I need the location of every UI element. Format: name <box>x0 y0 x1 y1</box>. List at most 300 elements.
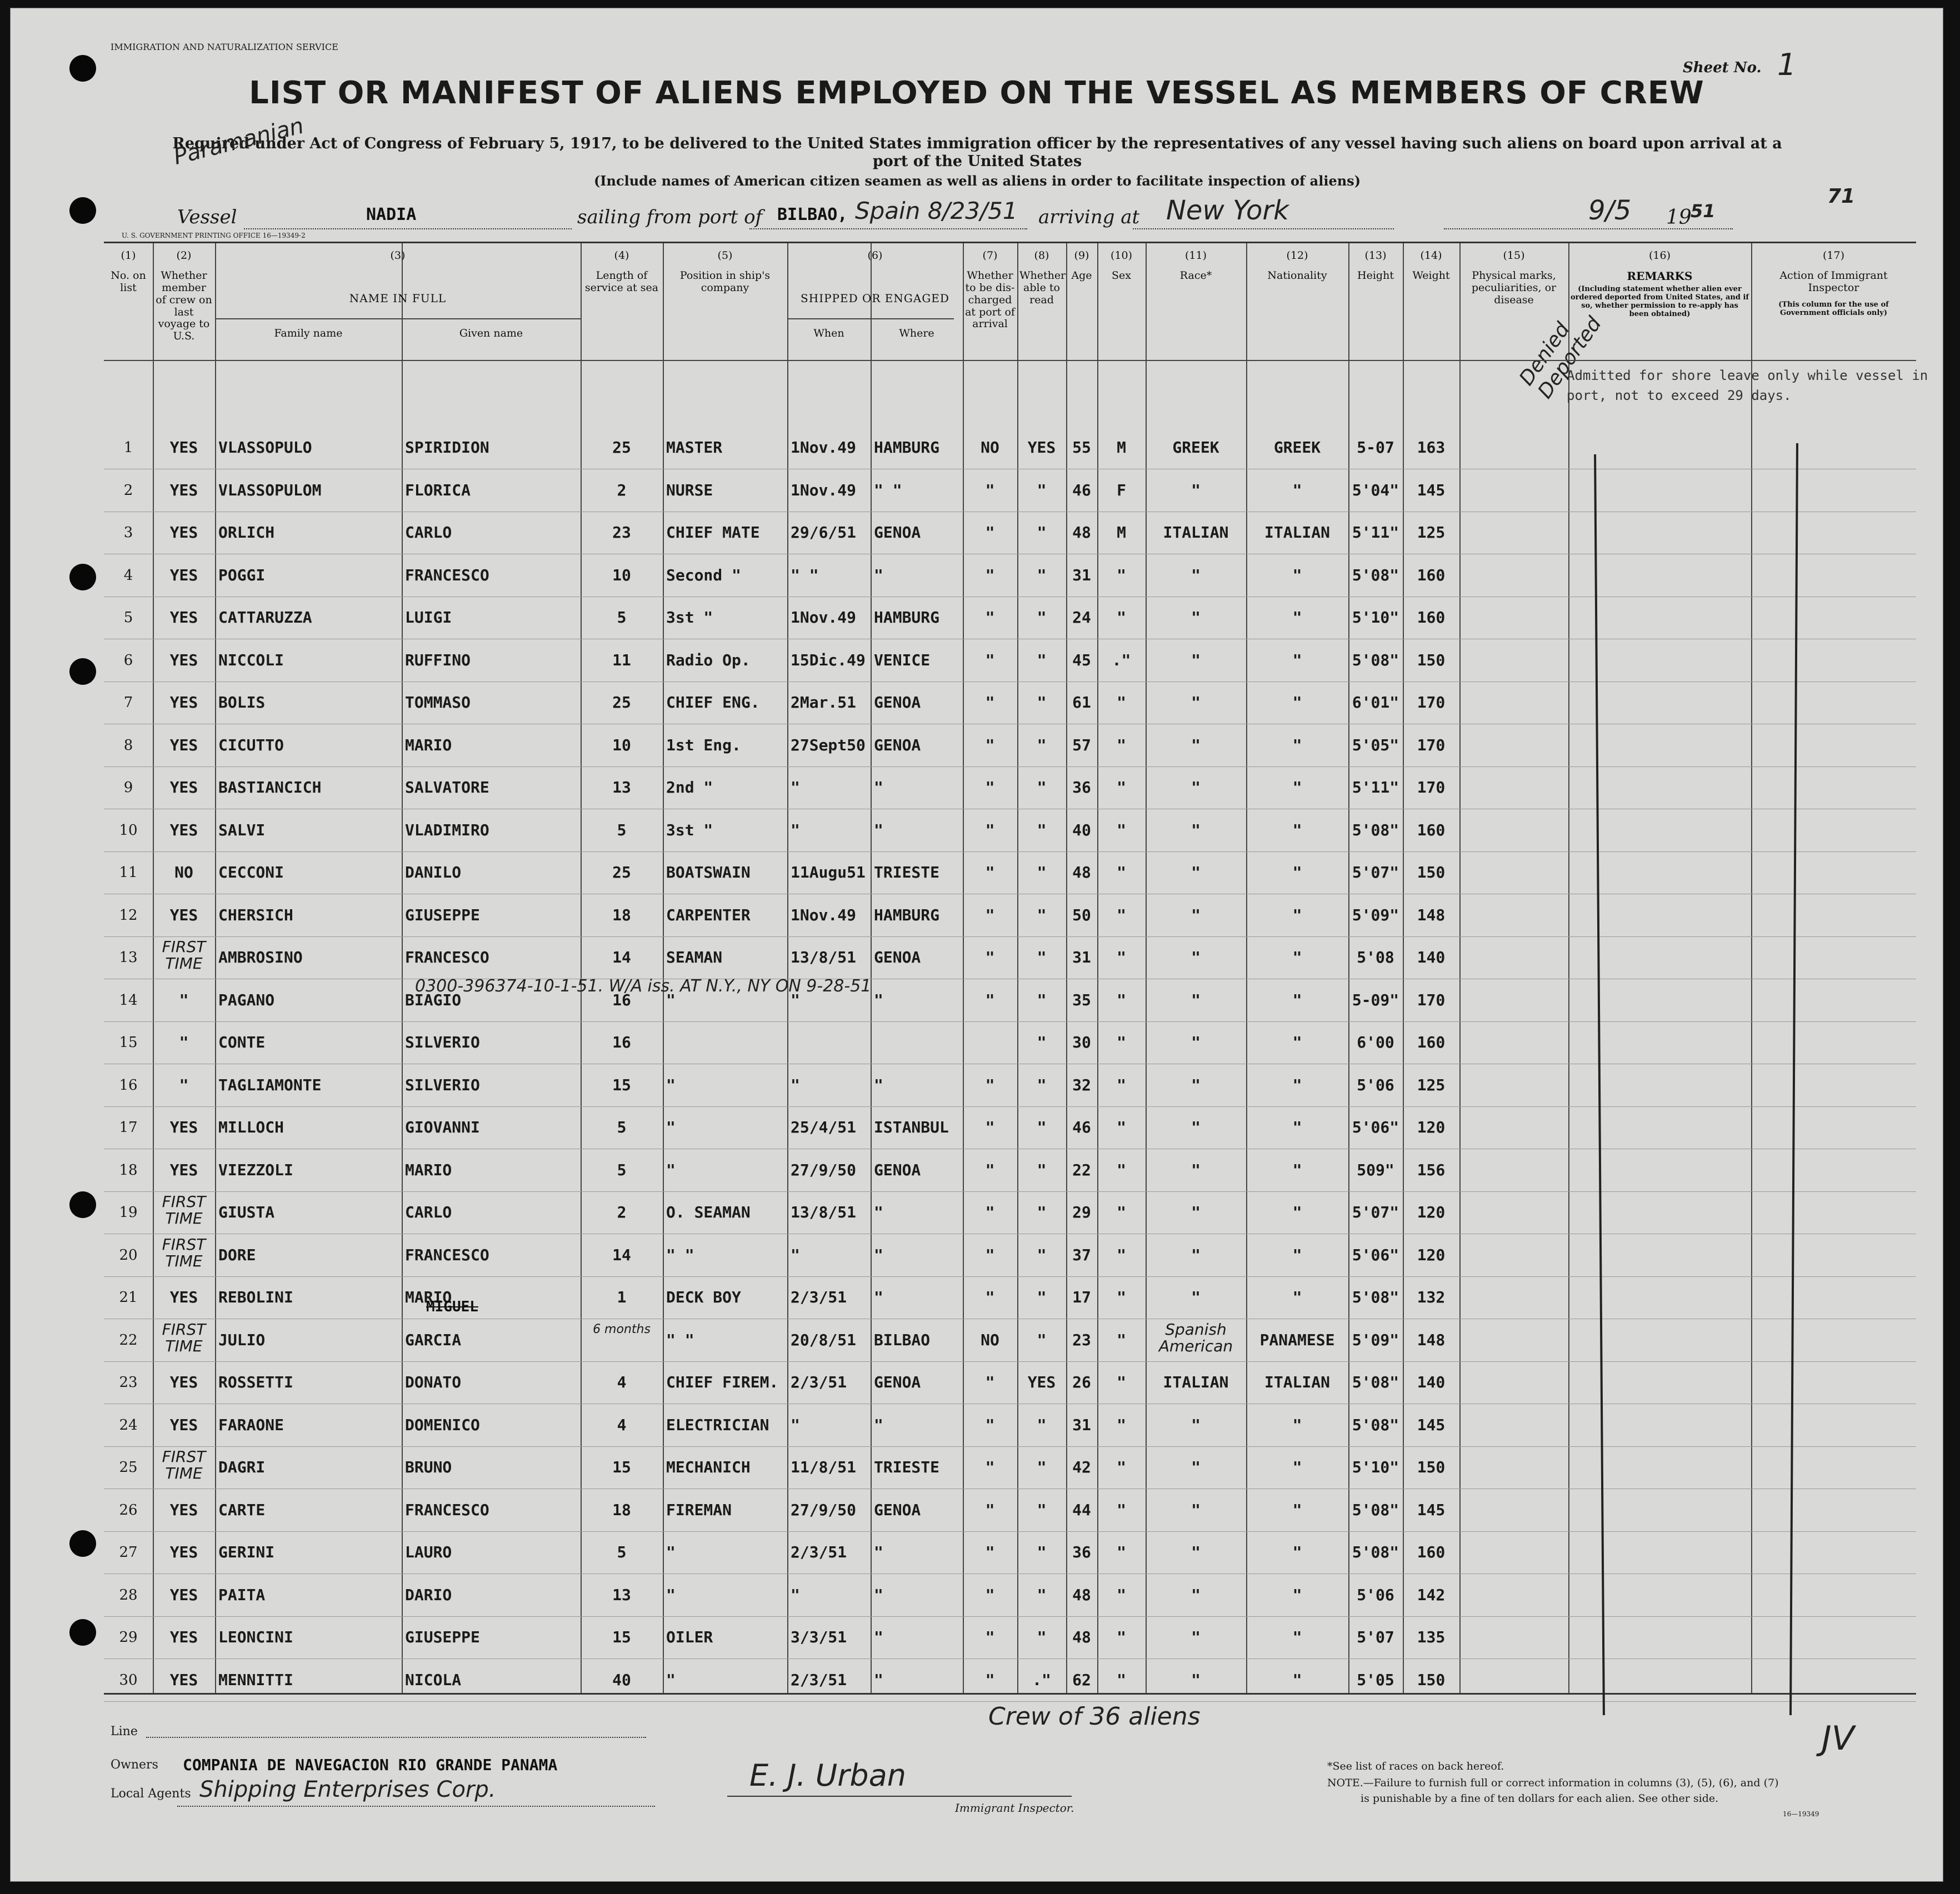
header-divider <box>215 318 581 319</box>
cell-read: " <box>1037 1500 1047 1519</box>
cell-weight: 148 <box>1417 905 1446 924</box>
column-number: (11) <box>1184 249 1207 262</box>
crew-table <box>104 242 1928 1695</box>
cell-nationality: " <box>1292 1543 1302 1561</box>
cell-prev: YES <box>169 905 198 924</box>
cell-height: 5'08" <box>1352 1288 1399 1306</box>
cell-when: 1Nov.49 <box>791 438 857 457</box>
column-note: (Including statement whether alien ever ordered deported from United States, and if so, whether permission to re-apply has been obtained) <box>1571 285 1749 318</box>
cell-race: ITALIAN <box>1163 523 1229 542</box>
cell-when: 13/8/51 <box>791 948 857 966</box>
cell-no: 26 <box>119 1501 138 1519</box>
cell-weight: 145 <box>1417 1500 1446 1519</box>
cell-service: 14 <box>612 1245 631 1264</box>
cell-no: 8 <box>123 736 133 754</box>
binder-hole <box>69 1191 96 1218</box>
cell-when: 1Nov.49 <box>791 480 857 499</box>
form-number: 16—19349 <box>1783 1810 1819 1818</box>
cell-position: " <box>666 1160 676 1179</box>
cell-race: " <box>1191 1118 1201 1136</box>
cell-discharged: " <box>985 1458 995 1476</box>
crew-row <box>104 766 1916 809</box>
cell-nationality: " <box>1292 1033 1302 1051</box>
cell-nationality: " <box>1292 1288 1302 1306</box>
cell-age: 61 <box>1072 693 1091 711</box>
cell-sex: " <box>1117 608 1126 627</box>
column-number: (8) <box>1034 249 1049 262</box>
cell-when: " <box>791 990 800 1009</box>
cell-discharged: " <box>985 1585 995 1604</box>
cell-given: DARIO <box>405 1585 452 1604</box>
cell-position: NURSE <box>666 480 713 499</box>
cell-discharged: " <box>985 948 995 966</box>
cell-prev: NO <box>174 863 193 881</box>
cell-height: 5'08" <box>1352 650 1399 669</box>
crew-row <box>104 1106 1916 1149</box>
column-number: (2) <box>176 249 192 262</box>
cell-given: DOMENICO <box>405 1415 480 1434</box>
cell-discharged: " <box>985 1415 995 1434</box>
cell-race: " <box>1191 480 1201 499</box>
cell-family: ORLICH <box>218 523 275 542</box>
cell-weight: 170 <box>1417 990 1446 1009</box>
cell-where: " " <box>874 480 902 499</box>
cell-when: " <box>791 1415 800 1434</box>
cell-no: 17 <box>119 1119 138 1136</box>
cell-nationality: " <box>1292 1075 1302 1094</box>
cell-discharged: " <box>985 480 995 499</box>
cell-discharged: " <box>985 778 995 796</box>
crew-row <box>104 1404 1916 1447</box>
cell-discharged: " <box>985 1160 995 1179</box>
cell-height: 5'05 <box>1357 1670 1394 1689</box>
cell-age: 62 <box>1072 1670 1091 1689</box>
cell-when: 25/4/51 <box>791 1118 857 1136</box>
cell-service: 10 <box>612 565 631 584</box>
cell-service: 15 <box>612 1458 631 1476</box>
vessel-underline <box>244 228 572 229</box>
cell-discharged: " <box>985 820 995 839</box>
cell-where: HAMBURG <box>874 905 940 924</box>
cell-when: 1Nov.49 <box>791 608 857 627</box>
crew-row <box>104 597 1916 639</box>
cell-position <box>666 1033 784 1053</box>
cell-height: 5'05" <box>1352 735 1399 754</box>
owners-value: COMPANIA DE NAVEGACION RIO GRANDE PANAMA <box>183 1756 558 1774</box>
cell-where: " <box>874 1075 883 1094</box>
cell-service: 15 <box>612 1075 631 1094</box>
cell-read: " <box>1037 693 1047 711</box>
cell-read: " <box>1037 480 1047 499</box>
cell-no: 21 <box>119 1289 138 1306</box>
cell-nationality: " <box>1292 820 1302 839</box>
cell-discharged: " <box>985 523 995 542</box>
cell-sex: " <box>1117 1288 1126 1306</box>
cell-when: 2/3/51 <box>791 1543 847 1561</box>
cell-race: " <box>1191 565 1201 584</box>
cell-nationality: ITALIAN <box>1264 1373 1330 1391</box>
cell-prev: YES <box>169 480 198 499</box>
cell-service: 5 <box>617 820 627 839</box>
cell-nationality: " <box>1292 650 1302 669</box>
cell-service: 10 <box>612 735 631 754</box>
cell-family: CECCONI <box>218 863 284 881</box>
cell-when: " <box>791 820 800 839</box>
cell-sex: M <box>1117 438 1126 457</box>
cell-where: " <box>874 1415 883 1434</box>
header-divider <box>787 318 954 319</box>
cell-position: " " <box>666 1330 694 1349</box>
cell-where: BILBAO <box>874 1330 931 1349</box>
cell-family: GIUSTA <box>218 1203 275 1221</box>
cell-age: 31 <box>1072 1415 1091 1434</box>
cell-family: JULIO <box>218 1330 266 1349</box>
cell-race: " <box>1191 1288 1201 1306</box>
cell-weight: 148 <box>1417 1330 1446 1349</box>
cell-no: 23 <box>119 1374 138 1391</box>
sailing-label: sailing from port of <box>577 206 763 228</box>
column-header: No. on list <box>111 269 146 294</box>
cell-prev: YES <box>169 1160 198 1179</box>
cell-given: SPIRIDION <box>405 438 489 457</box>
cell-prev: YES <box>169 1585 198 1604</box>
cell-race: " <box>1191 1075 1201 1094</box>
cell-when: 15Dic.49 <box>791 650 866 669</box>
cell-prev: YES <box>169 820 198 839</box>
column-header: Weight <box>1412 269 1450 282</box>
cell-no: 16 <box>119 1076 138 1094</box>
cell-height: 5'08" <box>1352 1373 1399 1391</box>
cell-race: " <box>1191 905 1201 924</box>
cell-read: " <box>1037 778 1047 796</box>
cell-weight: 150 <box>1417 650 1446 669</box>
cell-prev: YES <box>169 1288 198 1306</box>
cell-height: 6'01" <box>1352 693 1399 711</box>
cell-prev: " <box>179 1033 189 1051</box>
cell-family: VLASSOPULO <box>218 438 312 457</box>
cell-service: 13 <box>612 778 631 796</box>
cell-position: " <box>666 1543 676 1561</box>
cell-given: SALVATORE <box>405 778 489 796</box>
crew-row <box>104 1489 1916 1532</box>
column-number: (7) <box>982 249 998 262</box>
column-number: (4) <box>614 249 629 262</box>
cell-when: 27/9/50 <box>791 1500 857 1519</box>
cell-service: 2 <box>617 480 627 499</box>
crew-row <box>104 1149 1916 1192</box>
cell-family: TAGLIAMONTE <box>218 1075 322 1094</box>
column-header: Length of service at sea <box>584 269 659 294</box>
cell-where: HAMBURG <box>874 608 940 627</box>
line-label: Line <box>111 1725 138 1738</box>
cell-age: 44 <box>1072 1500 1091 1519</box>
crew-row <box>104 1021 1916 1064</box>
cell-weight: 150 <box>1417 1458 1446 1476</box>
cell-weight: 120 <box>1417 1118 1446 1136</box>
cell-read: ." <box>1032 1670 1051 1689</box>
cell-given: SILVERIO <box>405 1033 480 1051</box>
owners-label: Owners <box>111 1758 158 1772</box>
column-number: (5) <box>717 249 733 262</box>
cell-where: " <box>874 1203 883 1221</box>
cell-family: POGGI <box>218 565 266 584</box>
crew-row <box>104 809 1916 852</box>
cell-where: GENOA <box>874 735 921 754</box>
subtitle-instruction: (Include names of American citizen seamen as well as aliens in order to facilitate inspection of aliens) <box>593 173 1361 189</box>
cell-when: 11Augu51 <box>791 863 866 881</box>
column-number: (12) <box>1286 249 1308 262</box>
column-header: Age <box>1071 269 1092 282</box>
cell-read: " <box>1037 1118 1047 1136</box>
cell-read: " <box>1037 1628 1047 1646</box>
agents-label: Local Agents <box>111 1787 191 1801</box>
crew-row <box>104 1319 1916 1362</box>
cell-sex: " <box>1117 1330 1126 1349</box>
cell-service: 11 <box>612 650 631 669</box>
cell-read: " <box>1037 1160 1047 1179</box>
cell-prev: YES <box>169 608 198 627</box>
signature-line <box>727 1796 1072 1797</box>
cell-height: 5'11" <box>1352 778 1399 796</box>
cell-where: " <box>874 1670 883 1689</box>
cell-given: RUFFINO <box>405 650 471 669</box>
cell-discharged: " <box>985 1288 995 1306</box>
cell-where: " <box>874 820 883 839</box>
cell-age: 42 <box>1072 1458 1091 1476</box>
cell-where: ISTANBUL <box>874 1118 949 1136</box>
cell-where: " <box>874 1288 883 1306</box>
cell-nationality: " <box>1292 480 1302 499</box>
cell-family: FARAONE <box>218 1415 284 1434</box>
cell-age: 40 <box>1072 820 1091 839</box>
cell-weight: 150 <box>1417 863 1446 881</box>
cell-weight: 160 <box>1417 565 1446 584</box>
cell-position: SEAMAN <box>666 948 723 966</box>
sheet-number: 1 <box>1777 47 1797 82</box>
column-number: (9) <box>1074 249 1089 262</box>
cell-when <box>791 1033 867 1053</box>
cell-where: " <box>874 1628 883 1646</box>
cell-read: " <box>1037 905 1047 924</box>
cell-given: FRANCESCO <box>405 1500 489 1519</box>
column-header: Race* <box>1179 269 1212 282</box>
cell-height: 5'07" <box>1352 863 1399 881</box>
cell-where: GENOA <box>874 1373 921 1391</box>
cell-family: CARTE <box>218 1500 266 1519</box>
cell-age: 36 <box>1072 778 1091 796</box>
cell-height: 5'10" <box>1352 608 1399 627</box>
cell-race: Spanish American <box>1158 1320 1233 1355</box>
column-number: (17) <box>1822 249 1844 262</box>
cell-prev: " <box>179 1075 189 1094</box>
cell-discharged: " <box>985 1373 995 1391</box>
cell-family: MILLOCH <box>218 1118 284 1136</box>
cell-service: 25 <box>612 693 631 711</box>
crew-row <box>104 1531 1916 1574</box>
cell-height: 5'08 <box>1357 948 1394 966</box>
cell-when: 2/3/51 <box>791 1288 847 1306</box>
cell-age: 55 <box>1072 438 1091 457</box>
cell-when: 11/8/51 <box>791 1458 857 1476</box>
cell-nationality: ITALIAN <box>1264 523 1330 542</box>
cell-prev: YES <box>169 1543 198 1561</box>
arrival-port: New York <box>1166 195 1289 226</box>
column-number: (13) <box>1364 249 1387 262</box>
cell-sex: " <box>1117 1415 1126 1434</box>
cell-position: DECK BOY <box>666 1288 741 1306</box>
cell-given: MARIO <box>405 735 452 754</box>
cell-given: FRANCESCO <box>405 565 489 584</box>
cell-given: FRANCESCO <box>405 1245 489 1264</box>
cell-height: 5'08" <box>1352 565 1399 584</box>
cell-age: 22 <box>1072 1160 1091 1179</box>
initials: JV <box>1822 1719 1854 1758</box>
cell-sex: " <box>1117 1118 1126 1136</box>
cell-given: DONATO <box>405 1373 462 1391</box>
cell-age: 24 <box>1072 608 1091 627</box>
cell-service: 5 <box>617 1118 627 1136</box>
cell-position: CHIEF MATE <box>666 523 760 542</box>
cell-weight: 145 <box>1417 480 1446 499</box>
column-note: (This column for the use of Government officials only) <box>1778 300 1889 317</box>
cell-no: 3 <box>123 524 133 541</box>
cell-position: " <box>666 1670 676 1689</box>
crew-row <box>104 724 1916 767</box>
binder-hole <box>69 1619 96 1646</box>
cell-nationality: " <box>1292 1628 1302 1646</box>
cell-discharged: " <box>985 608 995 627</box>
cell-weight: 170 <box>1417 693 1446 711</box>
cell-when: 3/3/51 <box>791 1628 847 1646</box>
cell-sex: " <box>1117 1373 1126 1391</box>
cell-when: 2Mar.51 <box>791 693 857 711</box>
cell-position: " " <box>666 1245 694 1264</box>
cell-no: 27 <box>119 1544 138 1561</box>
cell-sex: " <box>1117 693 1126 711</box>
column-header: Nationality <box>1267 269 1327 282</box>
cell-when: 27Sept50 <box>791 735 866 754</box>
cell-race: " <box>1191 650 1201 669</box>
column-subheader: Given name <box>459 327 523 339</box>
cell-when: " " <box>791 565 819 584</box>
cell-weight: 145 <box>1417 1415 1446 1434</box>
cell-height: 5'07 <box>1357 1628 1394 1646</box>
cell-service: 25 <box>612 438 631 457</box>
cell-prev: FIRST TIME <box>162 938 206 973</box>
cell-family: DORE <box>218 1245 256 1264</box>
cell-read: " <box>1037 1330 1047 1349</box>
cell-no: 2 <box>123 482 133 499</box>
cell-when: 2/3/51 <box>791 1373 847 1391</box>
cell-given: FRANCESCO <box>405 948 489 966</box>
cell-service: 6 months <box>593 1322 651 1336</box>
subtitle-port: port of the United States <box>872 153 1082 170</box>
cell-nationality: " <box>1292 1118 1302 1136</box>
cell-race: " <box>1191 1628 1201 1646</box>
cell-position: CARPENTER <box>666 905 751 924</box>
column-number: (15) <box>1503 249 1525 262</box>
cell-weight: 160 <box>1417 1543 1446 1561</box>
cell-read: " <box>1037 1458 1047 1476</box>
vessel-name: NADIA <box>366 205 417 224</box>
cell-weight: 156 <box>1417 1160 1446 1179</box>
binder-hole <box>69 1530 96 1557</box>
cell-given: MARIO <box>405 1288 452 1306</box>
cell-service: 4 <box>617 1415 627 1434</box>
cell-when: 2/3/51 <box>791 1670 847 1689</box>
cell-nationality: " <box>1292 1160 1302 1179</box>
column-number: (3) <box>390 249 406 262</box>
cell-read: " <box>1037 820 1047 839</box>
row15-note: 0300-396374-10-1-51. W/A iss. AT N.Y., NY ON 9-28-51 <box>415 976 872 996</box>
cell-position: 3st " <box>666 608 713 627</box>
cell-sex: " <box>1117 1033 1126 1051</box>
row22-struck-name: MIGUEL <box>426 1299 478 1315</box>
cell-age: 46 <box>1072 1118 1091 1136</box>
cell-nationality: " <box>1292 735 1302 754</box>
cell-prev: YES <box>169 1500 198 1519</box>
cell-family: CONTE <box>218 1033 266 1051</box>
crew-row <box>104 512 1916 554</box>
cell-race: " <box>1191 1458 1201 1476</box>
cell-no: 12 <box>119 906 138 924</box>
cell-family: PAGANO <box>218 990 275 1009</box>
cell-position: O. SEAMAN <box>666 1203 751 1221</box>
cell-height: 6'00 <box>1357 1033 1394 1051</box>
sheet-label: Sheet No. <box>1683 59 1762 76</box>
cell-sex: " <box>1117 1160 1126 1179</box>
cell-given: MARIO <box>405 1160 452 1179</box>
cell-service: 16 <box>612 1033 631 1051</box>
cell-race: GREEK <box>1172 438 1219 457</box>
cell-given: GIUSEPPE <box>405 1628 480 1646</box>
cell-no: 5 <box>123 609 133 626</box>
cell-no: 30 <box>119 1671 138 1688</box>
cell-prev: FIRST TIME <box>162 1192 206 1227</box>
cell-position: 1st Eng. <box>666 735 741 754</box>
cell-prev: YES <box>169 693 198 711</box>
cell-position: Radio Op. <box>666 650 751 669</box>
cell-height: 5'04" <box>1352 480 1399 499</box>
cell-race: " <box>1191 1500 1201 1519</box>
cell-discharged: " <box>985 735 995 754</box>
cell-sex: " <box>1117 778 1126 796</box>
cell-position: CHIEF FIREM. <box>666 1373 779 1391</box>
cell-given: LAURO <box>405 1543 452 1561</box>
cell-nationality: " <box>1292 608 1302 627</box>
cell-where: TRIESTE <box>874 1458 940 1476</box>
crew-row <box>104 1064 1916 1107</box>
column-header: SHIPPED OR ENGAGED <box>801 292 949 305</box>
cell-prev: YES <box>169 1373 198 1391</box>
cell-position: BOATSWAIN <box>666 863 751 881</box>
cell-nationality: PANAMESE <box>1259 1330 1335 1349</box>
cell-position: " <box>666 990 676 1009</box>
cell-when: 13/8/51 <box>791 1203 857 1221</box>
cell-position: 3st " <box>666 820 713 839</box>
crew-row <box>104 1574 1916 1617</box>
cell-given: NICOLA <box>405 1670 462 1689</box>
binder-hole <box>69 658 96 685</box>
cell-no: 11 <box>119 864 138 881</box>
cell-nationality: " <box>1292 863 1302 881</box>
cell-age: 48 <box>1072 523 1091 542</box>
departure-port: BILBAO, <box>777 205 848 224</box>
date-underline <box>1444 228 1733 229</box>
cell-read: " <box>1037 1543 1047 1561</box>
cell-height: 5'07" <box>1352 1203 1399 1221</box>
cell-service: 16 <box>612 990 631 1009</box>
